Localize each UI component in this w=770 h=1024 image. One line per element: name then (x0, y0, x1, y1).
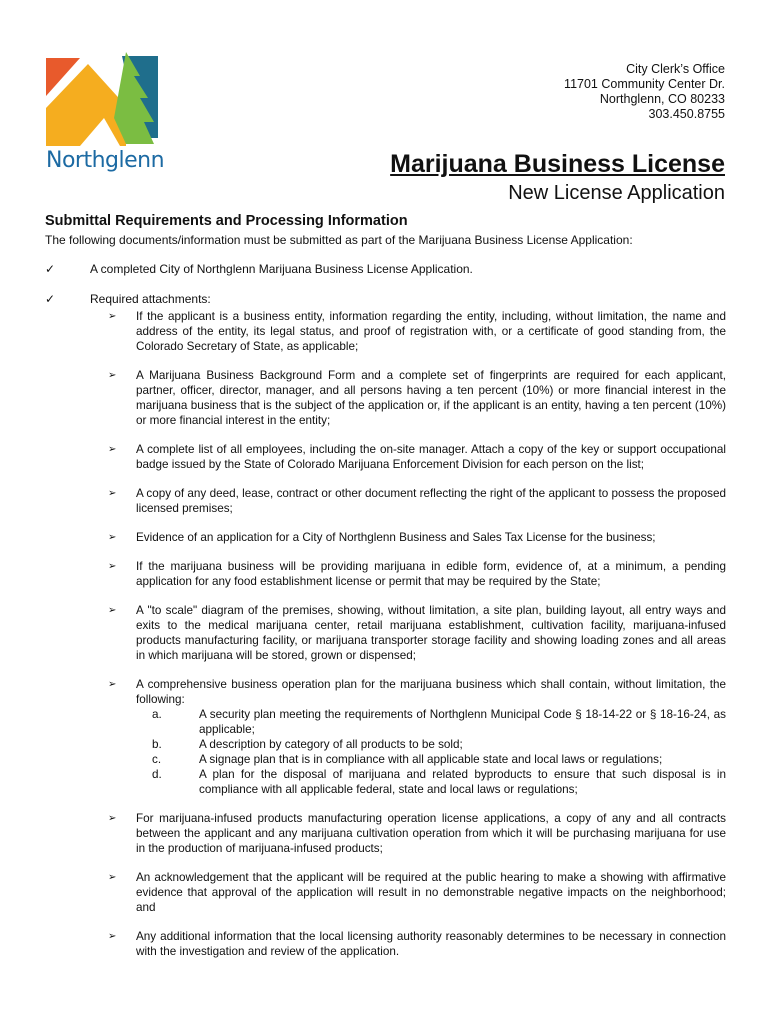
logo-wordmark: Northglenn (46, 148, 165, 173)
address-line-office: City Clerk’s Office (626, 62, 725, 76)
plan-subitem-text: A signage plan that is in compliance with all applicable state and local laws or regulations; (199, 753, 663, 766)
attachment-item (108, 870, 726, 915)
plan-subitem (108, 737, 726, 752)
arrow-bullet-icon: ➢ (108, 488, 117, 499)
arrow-bullet-icon: ➢ (108, 370, 117, 381)
attachment-text: Any additional information that the local licensing authority reasonably determines to be necessary in connection with the investigation and review of the application. (136, 930, 726, 958)
attachment-item (108, 368, 726, 428)
checkmark-icon: ✓ (45, 292, 56, 306)
arrow-bullet-icon: ➢ (108, 872, 117, 883)
arrow-bullet-icon: ➢ (108, 532, 117, 543)
checklist-text: Required attachments: (90, 292, 211, 306)
arrow-bullet-icon: ➢ (108, 931, 117, 942)
arrow-bullet-icon: ➢ (108, 679, 117, 690)
attachment-text: An acknowledgement that the applicant will be required at the public hearing to make a showing with affirmative evidence that approval of the application will result in no demonstrable negative impacts on the neighborhood; and (136, 871, 726, 914)
address-line-city: Northglenn, CO 80233 (599, 92, 725, 106)
plan-subitem (108, 707, 726, 737)
plan-subitem-letter: d. (152, 768, 162, 781)
address-block (564, 62, 725, 122)
checklist-text: A completed City of Northglenn Marijuana Business License Application. (90, 262, 473, 276)
attachment-item (108, 309, 726, 354)
plan-subitem-text: A plan for the disposal of marijuana and related byproducts to ensure that such disposal is in compliance with all applicable federal, state and local laws or regulations; (199, 768, 726, 796)
attachment-text: A complete list of all employees, including the on-site manager. Attach a copy of the key or support occupational badge issued by the State of Colorado Marijuana Enforcement Division for each person on the list; (136, 443, 726, 471)
attachment-text: For marijuana-infused products manufacturing operation license applications, a copy of any and all contracts between the applicant and any marijuana cultivation operation from which it will be purchasing marijuana for use in the production of marijuana-infused products; (136, 812, 726, 855)
attachment-text: A "to scale" diagram of the premises, showing, without limitation, a site plan, building layout, all entry ways and exits to the medical marijuana center, retail marijuana establishment, cultivation facility, marijuana-infused products manufacturing facility, or marijuana transporter storage facility and showing loading zones and all areas in which marijuana will be stored, grown or dispensed; (136, 604, 726, 662)
arrow-bullet-icon: ➢ (108, 605, 117, 616)
operation-plan-sublist (108, 707, 726, 797)
section-heading: Submittal Requirements and Processing Information (45, 213, 408, 229)
plan-subitem-text: A security plan meeting the requirements of Northglenn Municipal Code § 18-14-22 or § 18-16-24, as applicable; (199, 708, 726, 736)
checkmark-icon: ✓ (45, 262, 56, 276)
plan-subitem-text: A description by category of all products to be sold; (199, 738, 463, 751)
attachment-text: A comprehensive business operation plan for the marijuana business which shall contain, without limitation, the following: (136, 678, 726, 706)
attachment-text: Evidence of an application for a City of Northglenn Business and Sales Tax License for the business; (136, 531, 656, 544)
address-line-street: 11701 Community Center Dr. (564, 77, 725, 91)
plan-subitem (108, 767, 726, 797)
attachment-text: A copy of any deed, lease, contract or other document reflecting the right of the applicant to possess the proposed licensed premises; (136, 487, 726, 515)
attachment-text: If the marijuana business will be providing marijuana in edible form, evidence of, at a minimum, a pending application for any food establishment license or permit that may be required by the State; (136, 560, 726, 588)
arrow-bullet-icon: ➢ (108, 561, 117, 572)
attachment-item (108, 486, 726, 516)
attachment-item (108, 811, 726, 856)
attachment-text: A Marijuana Business Background Form and a complete set of fingerprints are required for each applicant, partner, officer, director, manager, and all persons having a ten percent (10%) or more financial interest in the marijuana business that is the subject of the application or, if the applicant is an entity, having a ten percent (10%) or more financial interest in the entity; (136, 369, 726, 427)
arrow-bullet-icon: ➢ (108, 311, 117, 322)
arrow-bullet-icon: ➢ (108, 444, 117, 455)
document-subtitle: New License Application (508, 182, 725, 204)
plan-subitem-letter: b. (152, 738, 162, 751)
arrow-bullet-icon: ➢ (108, 813, 117, 824)
attachment-item (108, 559, 726, 589)
plan-subitem-letter: a. (152, 708, 162, 721)
attachment-item (108, 442, 726, 472)
address-line-phone: 303.450.8755 (648, 107, 725, 121)
attachment-item (108, 603, 726, 663)
attachments-list (108, 309, 726, 959)
intro-text: The following documents/information must be submitted as part of the Marijuana Business License Application: (45, 233, 633, 247)
attachment-text: If the applicant is a business entity, information regarding the entity, including, without limitation, the name and address of the entity, its legal status, and proof of registration with, or a certificate of good standing from, the Colorado Secretary of State, as applicable; (136, 310, 726, 353)
document-title: Marijuana Business License (390, 150, 725, 178)
attachment-item (108, 530, 726, 545)
attachment-item (108, 929, 726, 959)
plan-subitem (108, 752, 726, 767)
attachment-item-operation-plan (108, 677, 726, 797)
plan-subitem-letter: c. (152, 753, 162, 766)
